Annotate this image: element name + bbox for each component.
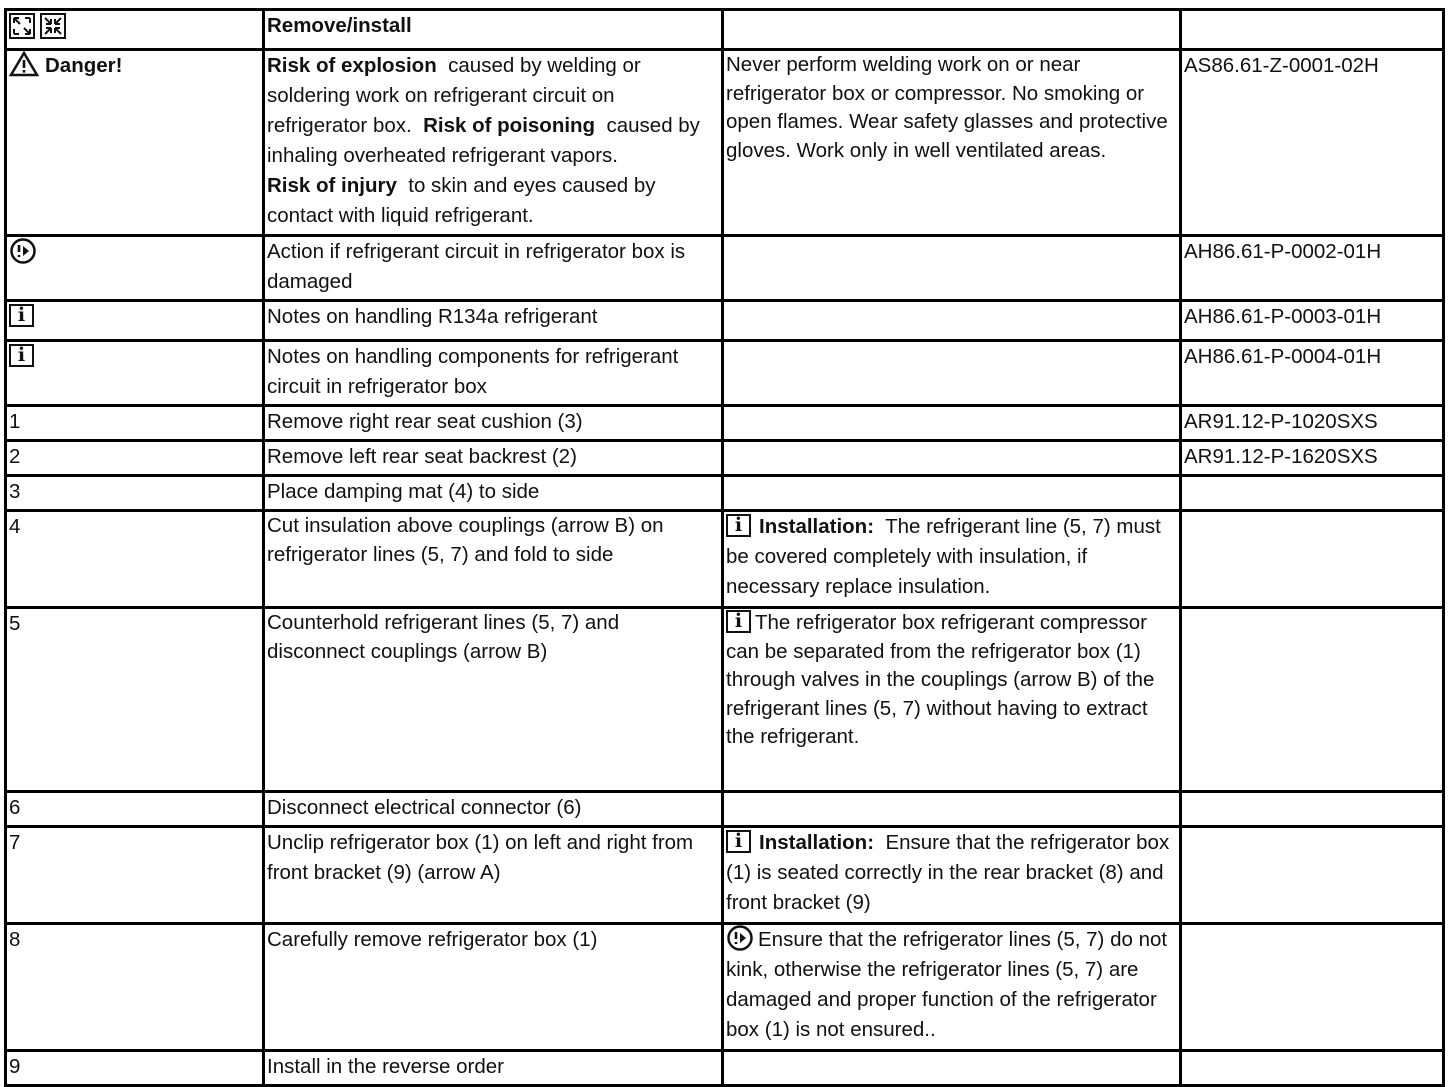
step-row [6,476,1444,511]
step-number: 9 [6,1051,264,1086]
step-text: Install in the reverse order [264,1051,723,1086]
header-icons-cell [6,10,264,50]
step-text: Remove left rear seat backrest (2) [264,441,723,476]
danger-row [6,50,1444,236]
step-note-cell [723,924,1181,1051]
step-reference-cell [1181,476,1444,511]
warning-triangle-icon [9,51,39,77]
info-icon: i [9,304,34,327]
risk-injury-label: Risk of injury [267,174,397,197]
step-text: Unclip refrigerator box (1) on left and right from front bracket (9) (arrow A) [264,827,723,924]
danger-reference-link[interactable]: AS86.61-Z-0001-02H [1181,50,1444,236]
info-icon: i [726,610,751,633]
step-text: Place damping mat (4) to side [264,476,723,511]
step-note: The refrigerant line (5, 7) must be covered completely with insulation, if necessary replace insulation. [726,515,1161,598]
header-row [6,10,1444,50]
step-reference-link[interactable]: AR91.12-P-1620SXS [1181,441,1444,476]
risk-explosion-label: Risk of explosion [267,54,437,77]
step-note: The refrigerator box refrigerant compressor can be separated from the refrigerator box (1) through valves in the couplings (arrow B) of the refrigerant lines (5, 7) without having to extract the refrigerant. [726,611,1155,748]
step-row [6,792,1444,827]
note-row [6,341,1444,406]
note-text: Notes on handling components for refrigerant circuit in refrigerator box [264,341,723,406]
step-reference-cell [1181,827,1444,924]
header-empty-cell [723,10,1181,50]
note-row [6,301,1444,341]
step-reference-link[interactable]: AR91.12-P-1020SXS [1181,406,1444,441]
info-icon: i [726,514,751,537]
step-row [6,1051,1444,1086]
step-reference-cell [1181,924,1444,1051]
risk-poisoning-text: caused by inhaling overheated refrigerant vapors. [267,114,700,167]
step-note: Ensure that the refrigerator lines (5, 7) do not kink, otherwise the refrigerator lines (5, 7) are damaged and proper function of the refrigerator box (1) is not ensured.. [726,928,1168,1041]
note-empty-cell [723,236,1181,301]
danger-cell [6,50,264,236]
info-icon: i [726,830,751,853]
note-icon-cell [6,236,264,301]
step-note-cell [723,511,1181,608]
step-number: 4 [6,511,264,608]
step-row [6,827,1444,924]
header-empty-cell [1181,10,1444,50]
risk-poisoning-label: Risk of poisoning [423,114,596,137]
note-empty-cell [723,341,1181,406]
step-number: 6 [6,792,264,827]
step-note-cell [723,827,1181,924]
danger-label: Danger! [45,54,123,77]
step-text: Cut insulation above couplings (arrow B) on refrigerator lines (5, 7) and fold to side [264,511,723,608]
step-row [6,406,1444,441]
risk-explosion-text: caused by welding or soldering work on refrigerant circuit on refrigerator box. [267,54,641,137]
note-empty-cell [723,301,1181,341]
note-row [6,236,1444,301]
info-icon: i [9,344,34,367]
step-row [6,924,1444,1051]
page-title: Remove/install [264,10,723,50]
step-text: Counterhold refrigerant lines (5, 7) and disconnect couplings (arrow B) [264,608,723,792]
step-reference-cell [1181,1051,1444,1086]
danger-description [264,50,723,236]
note-circle-icon [9,237,37,265]
step-note-cell [723,476,1181,511]
remove-arrows-icon [9,13,67,41]
step-row [6,608,1444,792]
step-reference-cell [1181,792,1444,827]
danger-measures: Never perform welding work on or near refrigerator box or compressor. No smoking or open flames. Wear safety glasses and protective gloves. Work only in well ventilated areas. [723,50,1181,236]
step-text: Carefully remove refrigerator box (1) [264,924,723,1051]
step-row [6,441,1444,476]
note-icon-cell [6,301,264,341]
installation-label: Installation: [759,515,875,538]
step-number: 8 [6,924,264,1051]
step-note-cell [723,1051,1181,1086]
step-number: 7 [6,827,264,924]
note-reference-link[interactable]: AH86.61-P-0003-01H [1181,301,1444,341]
note-text: Action if refrigerant circuit in refrigerator box is damaged [264,236,723,301]
step-text: Disconnect electrical connector (6) [264,792,723,827]
step-number: 2 [6,441,264,476]
note-icon-cell [6,341,264,406]
step-number: 5 [6,608,264,792]
step-row [6,511,1444,608]
procedure-table [4,8,1445,1087]
risk-injury-text: to skin and eyes caused by contact with liquid refrigerant. [267,174,656,227]
step-note: Ensure that the refrigerator box (1) is seated correctly in the rear bracket (8) and front bracket (9) [726,831,1170,914]
step-text: Remove right rear seat cushion (3) [264,406,723,441]
step-note-cell [723,792,1181,827]
installation-label: Installation: [759,831,875,854]
step-reference-cell [1181,511,1444,608]
step-reference-cell [1181,608,1444,792]
note-reference-link[interactable]: AH86.61-P-0002-01H [1181,236,1444,301]
step-note-cell [723,441,1181,476]
step-note-cell [723,608,1181,792]
note-circle-icon [726,924,754,952]
step-number: 1 [6,406,264,441]
step-note-cell [723,406,1181,441]
step-number: 3 [6,476,264,511]
note-reference-link[interactable]: AH86.61-P-0004-01H [1181,341,1444,406]
note-text: Notes on handling R134a refrigerant [264,301,723,341]
